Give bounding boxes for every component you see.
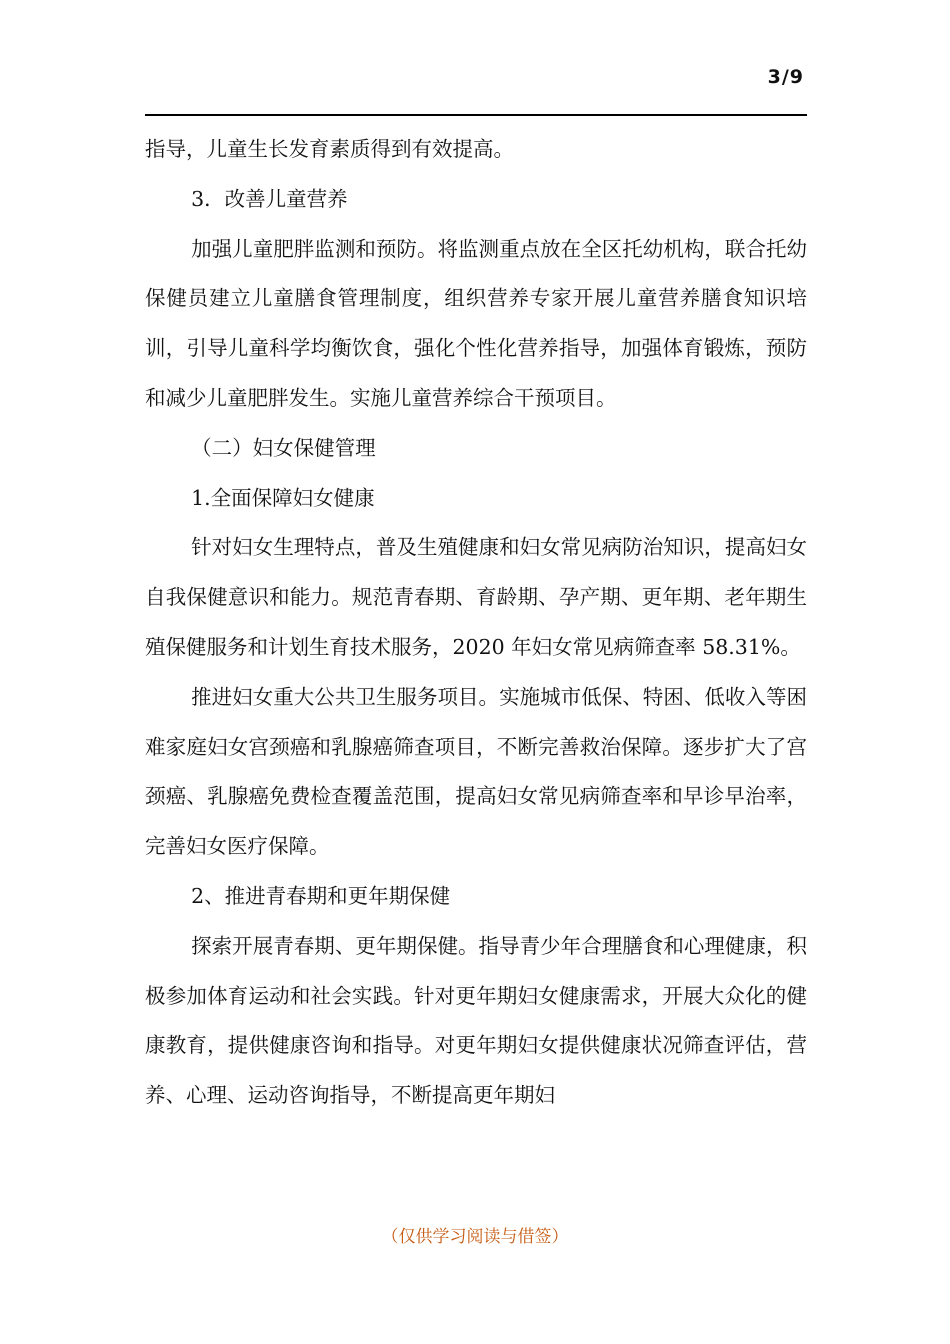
document-body [145,125,807,1121]
section-heading-child-nutrition: 3．改善儿童营养 [191,186,348,211]
section-heading-women-health-management: （二）妇女保健管理 [191,435,376,460]
section-heading-adolescence-menopause: 2、推进青春期和更年期保健 [191,883,451,908]
paragraph-women-physiology: 针对妇女生理特点，普及生殖健康和妇女常见病防治知识，提高妇女自我保健意识和能力。规范青春期、育龄期、孕产期、更年期、老年期生殖保健服务和计划生育技术服务，2020 年妇女常见病筛查率 58.31%。 [145,535,807,659]
page-number: 3/9 [767,66,804,88]
section-heading-women-health: 1.全面保障妇女健康 [191,485,375,510]
paragraph-continuation: 指导，儿童生长发育素质得到有效提高。 [145,137,514,161]
footer-disclaimer: （仅供学习阅读与借签） [381,1227,569,1247]
paragraph-public-health-projects: 推进妇女重大公共卫生服务项目。实施城市低保、特困、低收入等困难家庭妇女宫颈癌和乳腺癌筛查项目，不断完善救治保障。逐步扩大了宫颈癌、乳腺癌免费检查覆盖范围，提高妇女常见病筛查率和早诊早治率，完善妇女医疗保障。 [145,684,807,859]
header-divider [145,114,807,116]
paragraph-child-obesity: 加强儿童肥胖监测和预防。将监测重点放在全区托幼机构，联合托幼保健员建立儿童膳食管理制度，组织营养专家开展儿童营养膳食知识培训，引导儿童科学均衡饮食，强化个性化营养指导，加强体育锻炼，预防和减少儿童肥胖发生。实施儿童营养综合干预项目。 [145,236,807,410]
paragraph-adolescence-menopause: 探索开展青春期、更年期保健。指导青少年合理膳食和心理健康，积极参加体育运动和社会实践。针对更年期妇女健康需求，开展大众化的健康教育，提供健康咨询和指导。对更年期妇女提供健康状况筛查评估，营养、心理、运动咨询指导，不断提高更年期妇 [145,933,807,1108]
